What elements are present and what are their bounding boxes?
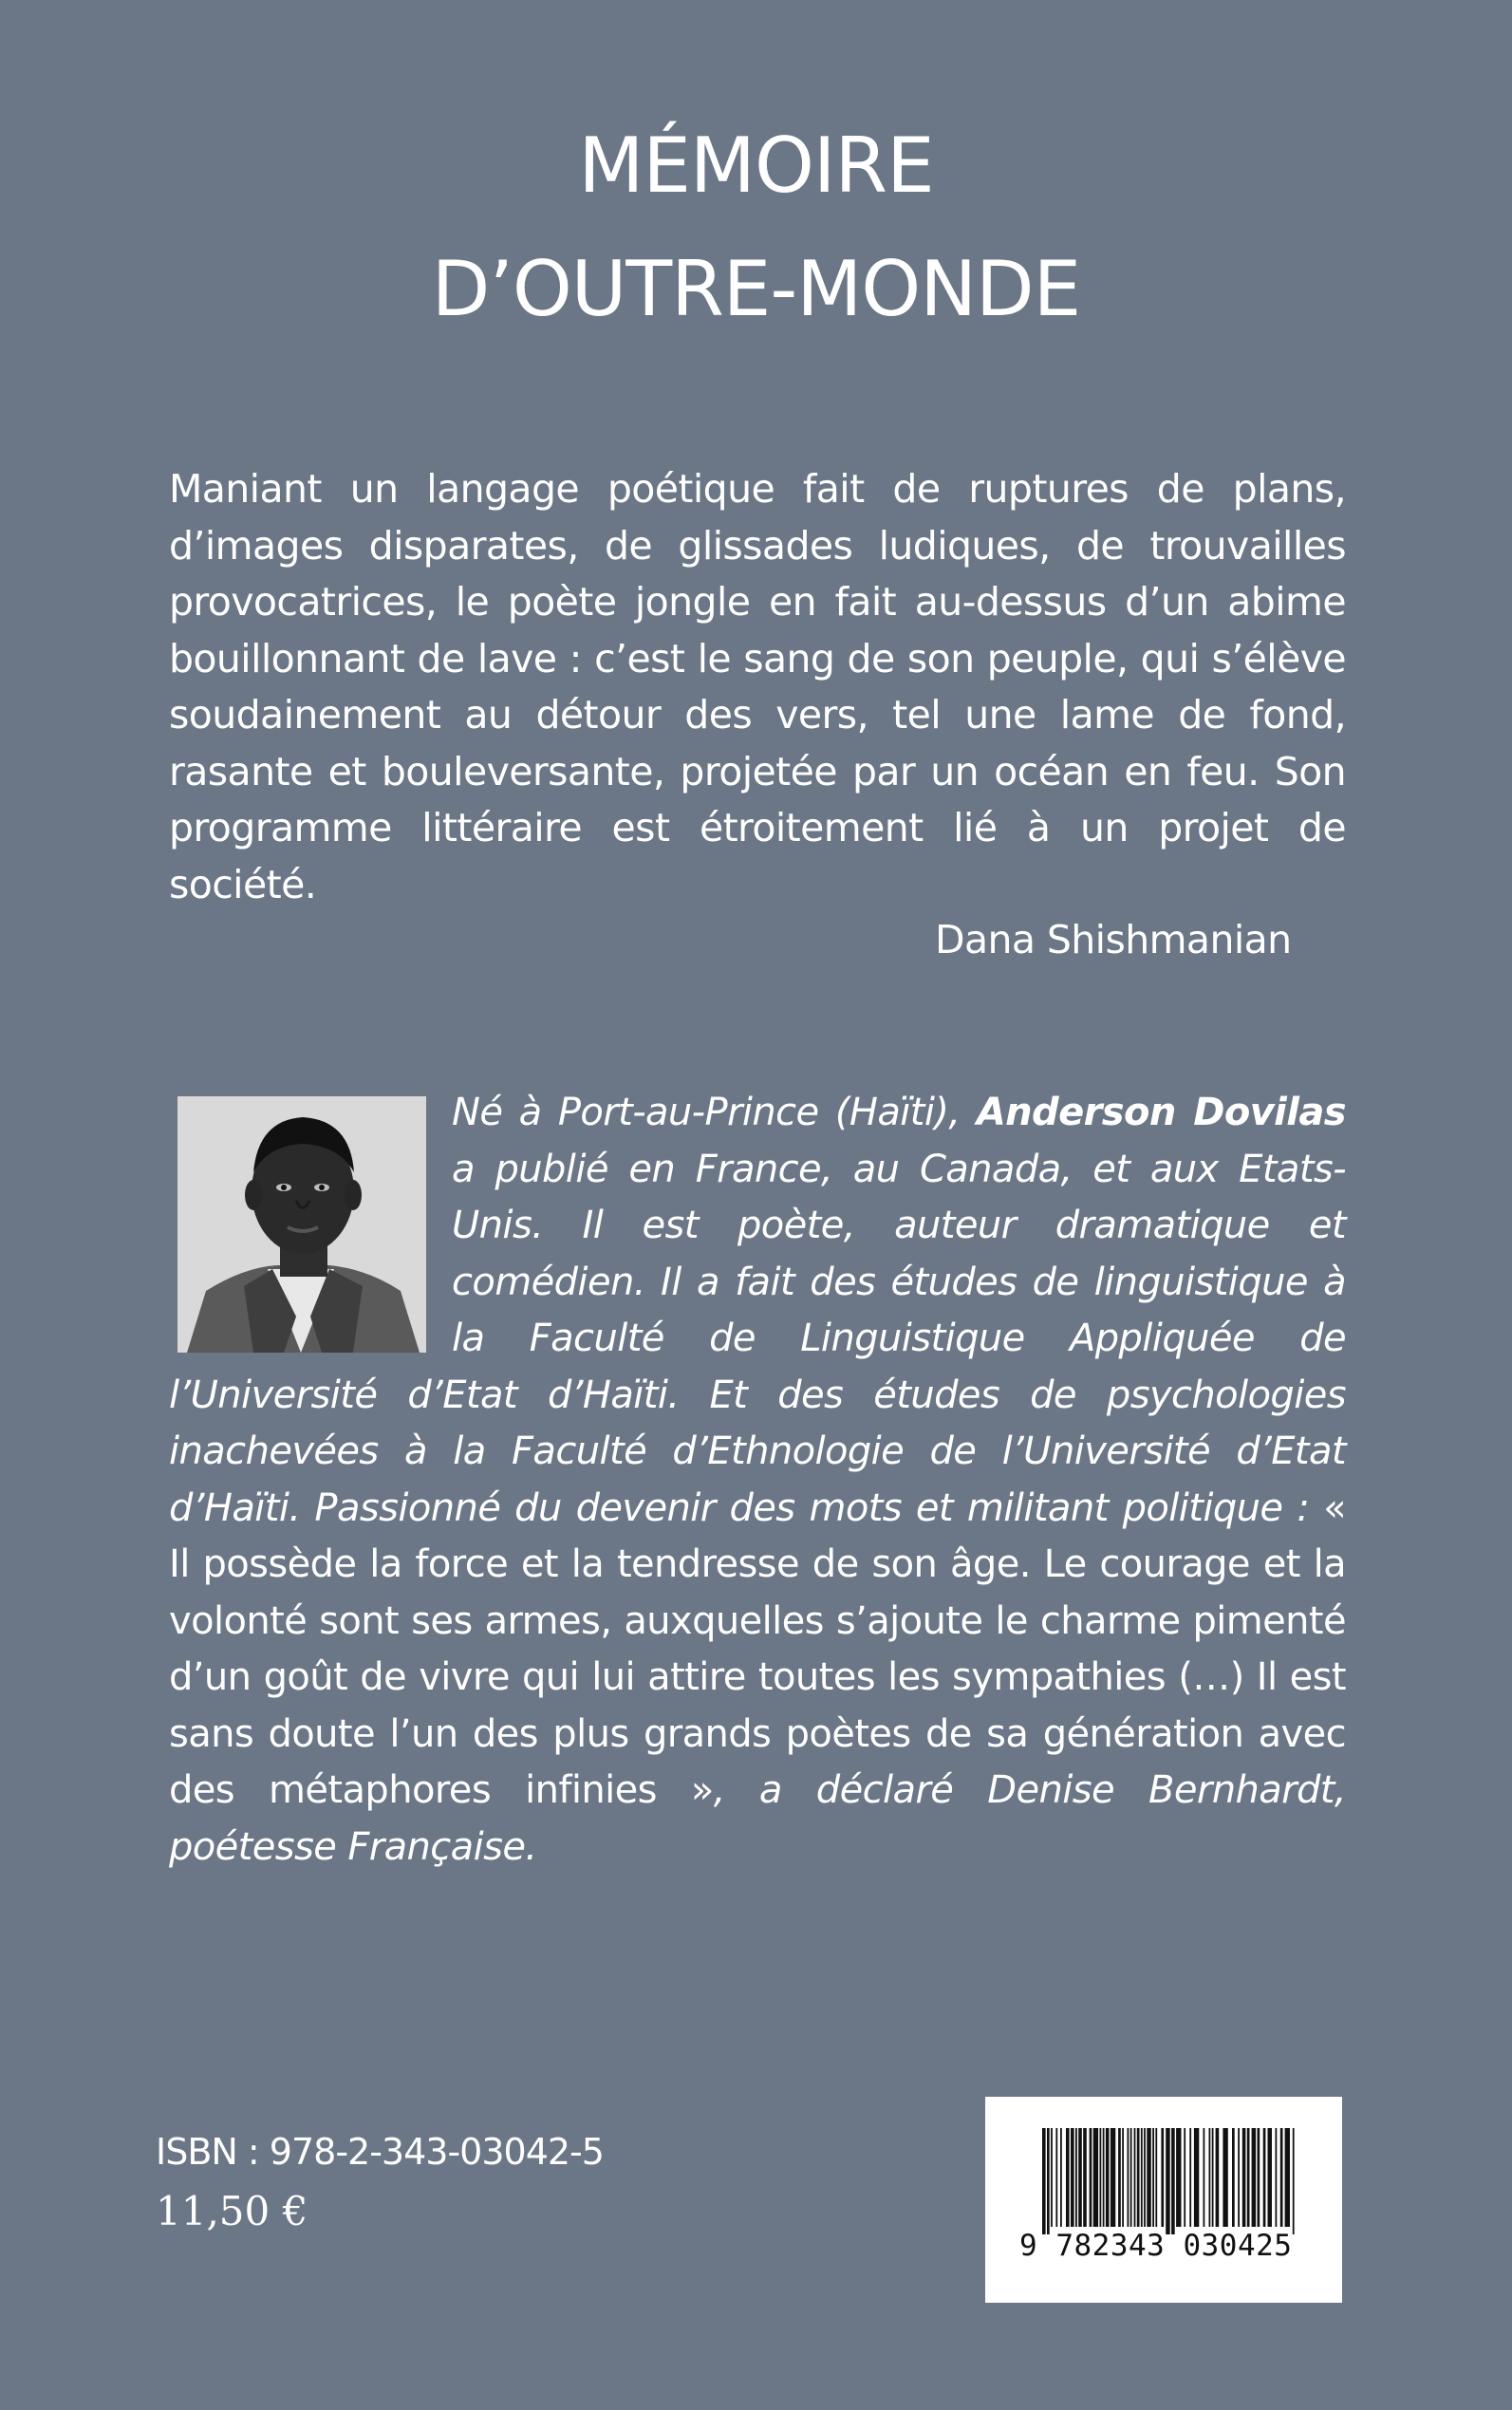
barcode-bar xyxy=(1100,2128,1102,2227)
barcode-bar xyxy=(1223,2128,1227,2227)
barcode-bar xyxy=(1144,2128,1146,2227)
barcode-bar xyxy=(1258,2128,1260,2227)
barcode-bar xyxy=(1066,2128,1070,2227)
title-line-2: D’OUTRE-MONDE xyxy=(431,245,1081,333)
barcode-bar xyxy=(1147,2128,1151,2227)
barcode-bar xyxy=(1122,2128,1124,2227)
bio-intro: Né à Port-au-Prince (Haïti), xyxy=(452,1091,977,1134)
barcode-bar xyxy=(1176,2128,1181,2227)
barcode-bar xyxy=(1184,2128,1185,2227)
barcode-bar xyxy=(1137,2128,1140,2227)
barcode-bar xyxy=(1212,2128,1214,2227)
title-line-1: MÉMOIRE xyxy=(578,121,934,210)
barcode-bar xyxy=(1106,2128,1110,2227)
barcode-bar xyxy=(1071,2128,1074,2227)
barcode-bar xyxy=(1055,2128,1057,2227)
barcode-bar xyxy=(1268,2128,1273,2227)
barcode-bar xyxy=(1111,2128,1115,2227)
barcode-bar xyxy=(1060,2128,1062,2227)
barcode-bar xyxy=(1285,2128,1290,2227)
barcode-bar xyxy=(1276,2128,1278,2227)
blurb-author: Dana Shishmanian xyxy=(935,917,1292,962)
barcode-bar xyxy=(1047,2128,1050,2234)
barcode-bar xyxy=(1078,2128,1082,2227)
barcode-bar xyxy=(1128,2128,1129,2227)
author-name: Anderson Dovilas xyxy=(976,1091,1347,1134)
barcode-bar xyxy=(1161,2128,1164,2227)
author-bio xyxy=(169,1085,1346,1876)
barcode-bar xyxy=(1090,2128,1092,2227)
barcode-bar xyxy=(1103,2128,1105,2227)
barcode-bar xyxy=(1083,2128,1087,2227)
barcode-digits: 9 782343 030425 xyxy=(1019,2229,1293,2263)
barcode-bar xyxy=(1252,2128,1257,2227)
bio-part1: a publié en France, au Canada, et aux Etats-Unis. Il est poète, auteur dramatique et comédien. Il a fait des études de linguistique à la Faculté de Linguistique Appliquée de l’Université d’Etat d’Haïti. Et des études de psychologies inachevées à la Faculté d’Ethnologie de l’Université d’Etat d’Haïti. Passionné du devenir des mots et militant politique : xyxy=(169,1147,1346,1530)
barcode xyxy=(985,2097,1342,2303)
barcode-bar xyxy=(1042,2128,1046,2234)
photo-spacer xyxy=(169,1085,452,1367)
barcode-bar xyxy=(1093,2128,1098,2227)
barcode-bar xyxy=(1189,2128,1191,2227)
barcode-bar xyxy=(1141,2128,1143,2227)
barcode-bar xyxy=(1130,2128,1132,2227)
blurb-text: Maniant un langage poétique fait de ruptures de plans, d’images disparates, de glissades ludiques, de trouvailles provocatrices, le poète jongle en fait au-dessus d’un abime bouillonnant de lave : c’est le sang de son peuple, qui s’élève soudainement au détour des vers, tel une lame de fond, rasante et bouleversante, projetée par un océan en feu. Son programme littéraire est étroitement lié à un projet de société. xyxy=(169,466,1346,907)
barcode-bar xyxy=(1171,2128,1175,2234)
barcode-bar xyxy=(1263,2128,1266,2227)
barcode-bar xyxy=(1247,2128,1250,2227)
isbn: ISBN : 978-2-343-03042-5 xyxy=(156,2131,604,2173)
barcode-bar xyxy=(1194,2128,1199,2227)
barcode-bar xyxy=(1293,2128,1295,2234)
barcode-bar xyxy=(1242,2128,1246,2227)
bio-attribution: , a déclaré Denise Bernhardt, poétesse Française. xyxy=(169,1768,1346,1869)
barcode-bar xyxy=(1216,2128,1220,2227)
barcode-bar xyxy=(1166,2128,1170,2234)
barcode-bar xyxy=(1075,2128,1077,2227)
barcode-bar xyxy=(1232,2128,1235,2227)
barcode-bar xyxy=(1280,2128,1283,2227)
barcode-bars xyxy=(1042,2128,1298,2234)
barcode-bar xyxy=(1134,2128,1136,2227)
barcode-bar xyxy=(1155,2128,1157,2227)
price: 11,50 € xyxy=(156,2188,308,2234)
barcode-bar xyxy=(1051,2128,1053,2227)
barcode-bar xyxy=(1152,2128,1154,2227)
barcode-bar xyxy=(1238,2128,1240,2227)
book-title xyxy=(0,104,1512,351)
barcode-bar xyxy=(1204,2128,1205,2227)
barcode-bar xyxy=(1209,2128,1211,2227)
bio-quote: « Il possède la force et la tendresse de son âge. Le courage et la volonté sont ses armes, auxquelles s’ajoute le charme pimenté d’un goût de vivre qui lui attire toutes les sympathies (…) Il est sans doute l’un des plus grands poètes de sa génération avec des métaphores infinies » xyxy=(169,1485,1346,1812)
barcode-bar xyxy=(1118,2128,1121,2227)
